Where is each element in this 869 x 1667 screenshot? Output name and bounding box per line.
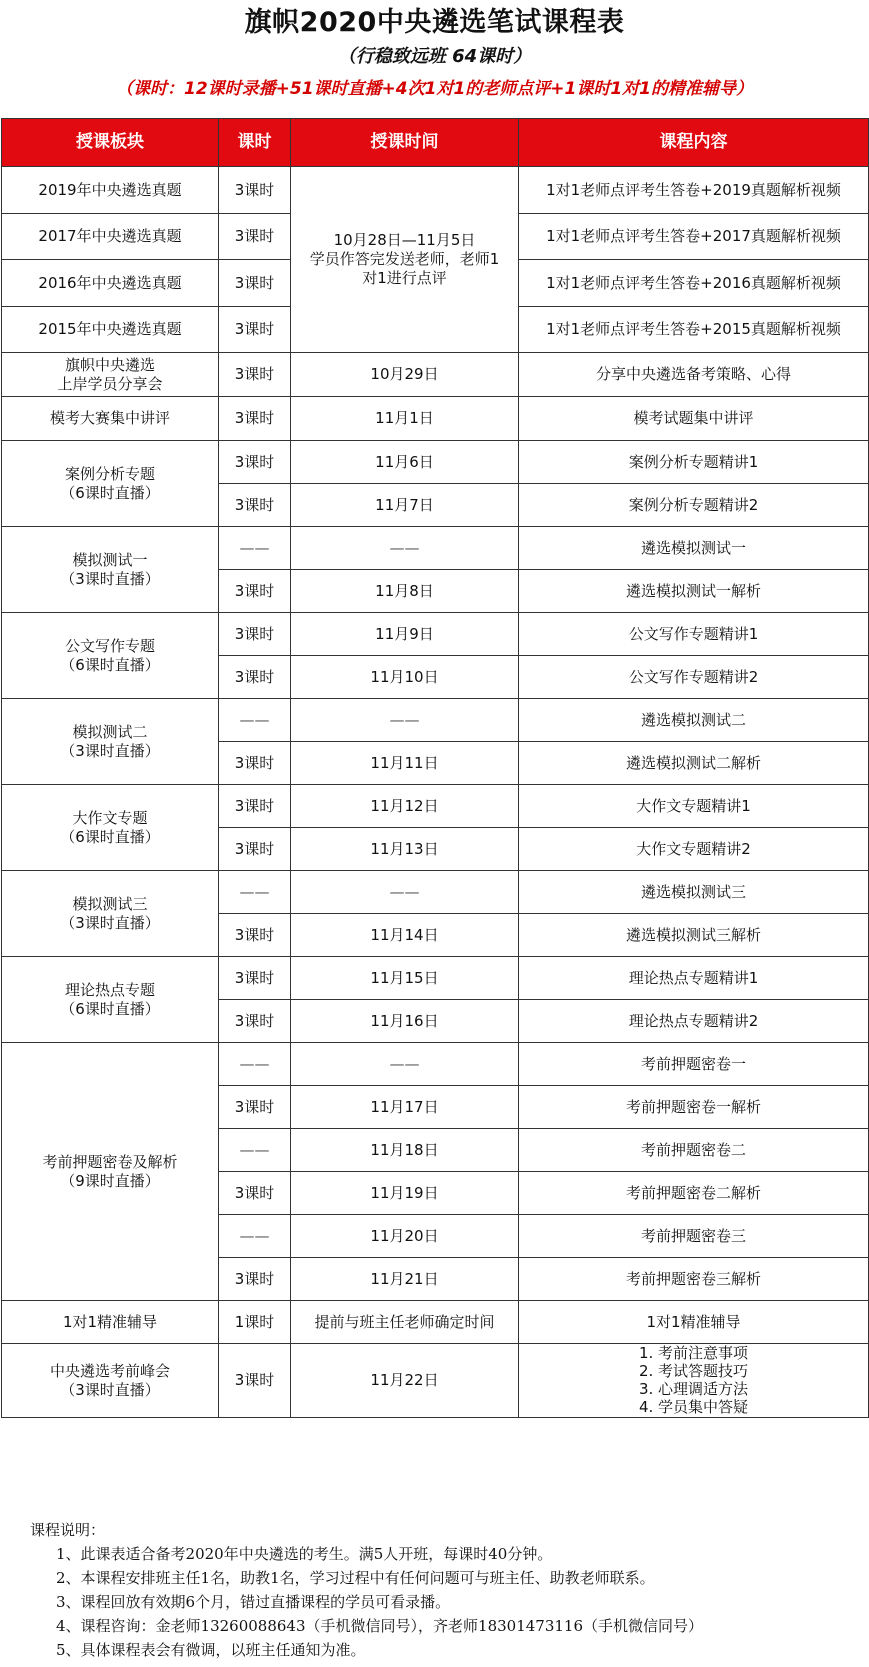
time-cell: 11月18日 xyxy=(291,1129,519,1172)
hours-cell: 3课时 xyxy=(219,307,291,353)
module-cell: 旗帜中央遴选 上岸学员分享会 xyxy=(2,353,219,397)
time-cell: —— xyxy=(291,699,519,742)
time-cell: 11月20日 xyxy=(291,1215,519,1258)
hours-cell: 3课时 xyxy=(219,957,291,1000)
time-cell: 11月13日 xyxy=(291,828,519,871)
module-cell: 考前押题密卷及解析 （9课时直播） xyxy=(2,1043,219,1301)
module-cell: 模拟测试一 （3课时直播） xyxy=(2,527,219,613)
content-cell: 理论热点专题精讲2 xyxy=(519,1000,869,1043)
content-cell: 公文写作专题精讲2 xyxy=(519,656,869,699)
content-cell: 遴选模拟测试三 xyxy=(519,871,869,914)
content-cell: 遴选模拟测试二解析 xyxy=(519,742,869,785)
table-row xyxy=(2,527,869,570)
module-cell: 案例分析专题 （6课时直播） xyxy=(2,441,219,527)
content-cell: 考前押题密卷三解析 xyxy=(519,1258,869,1301)
module-cell: 理论热点专题 （6课时直播） xyxy=(2,957,219,1043)
table-row xyxy=(2,957,869,1000)
hours-cell: 3课时 xyxy=(219,1344,291,1418)
module-cell: 中央遴选考前峰会 （3课时直播） xyxy=(2,1344,219,1418)
table-row xyxy=(2,1344,869,1418)
hours-cell: —— xyxy=(219,699,291,742)
content-cell: 公文写作专题精讲1 xyxy=(519,613,869,656)
content-cell: 考前押题密卷二解析 xyxy=(519,1172,869,1215)
content-cell: 1对1老师点评考生答卷+2019真题解析视频 xyxy=(519,167,869,214)
table-row xyxy=(2,613,869,656)
time-cell: 11月19日 xyxy=(291,1172,519,1215)
time-cell: 10月28日—11月5日 学员作答完发送老师，老师1 对1进行点评 xyxy=(291,167,519,353)
hours-cell: 3课时 xyxy=(219,1086,291,1129)
module-cell: 2019年中央遴选真题 xyxy=(2,167,219,214)
table-row xyxy=(2,441,869,484)
hours-cell: —— xyxy=(219,1043,291,1086)
time-cell: 11月16日 xyxy=(291,1000,519,1043)
hours-cell: —— xyxy=(219,871,291,914)
hours-cell: 3课时 xyxy=(219,484,291,527)
hours-cell: 3课时 xyxy=(219,397,291,441)
module-cell: 大作文专题 （6课时直播） xyxy=(2,785,219,871)
hours-cell: —— xyxy=(219,527,291,570)
time-cell: 11月22日 xyxy=(291,1344,519,1418)
content-cell: 考前押题密卷二 xyxy=(519,1129,869,1172)
content-cell: 考前押题密卷一 xyxy=(519,1043,869,1086)
content-cell: 遴选模拟测试二 xyxy=(519,699,869,742)
time-cell: 11月21日 xyxy=(291,1258,519,1301)
time-cell: 11月8日 xyxy=(291,570,519,613)
module-cell: 模拟测试二 （3课时直播） xyxy=(2,699,219,785)
time-cell: 11月7日 xyxy=(291,484,519,527)
hours-cell: 3课时 xyxy=(219,1172,291,1215)
time-cell: 提前与班主任老师确定时间 xyxy=(291,1301,519,1344)
content-cell: 遴选模拟测试一解析 xyxy=(519,570,869,613)
table-row xyxy=(2,397,869,441)
module-cell: 模拟测试三 （3课时直播） xyxy=(2,871,219,957)
time-cell: 11月11日 xyxy=(291,742,519,785)
table-row xyxy=(2,1043,869,1086)
content-cell: 考前押题密卷三 xyxy=(519,1215,869,1258)
note-item: 5、具体课程表会有微调，以班主任通知为准。 xyxy=(56,1641,366,1659)
note-item: 2、本课程安排班主任1名，助教1名，学习过程中有任何问题可与班主任、助教老师联系。 xyxy=(56,1569,655,1587)
page-title: 旗帜2020中央遴选笔试课程表 xyxy=(244,7,625,38)
content-cell: 大作文专题精讲1 xyxy=(519,785,869,828)
table-row xyxy=(2,353,869,397)
module-cell: 2016年中央遴选真题 xyxy=(2,260,219,307)
course-schedule-table xyxy=(1,118,869,1418)
hours-cell: 1课时 xyxy=(219,1301,291,1344)
hours-cell: 3课时 xyxy=(219,785,291,828)
hours-cell: 3课时 xyxy=(219,1258,291,1301)
module-cell: 模考大赛集中讲评 xyxy=(2,397,219,441)
time-cell: 11月9日 xyxy=(291,613,519,656)
hours-cell: —— xyxy=(219,1129,291,1172)
notes-heading: 课程说明： xyxy=(30,1521,106,1539)
content-cell: 1对1老师点评考生答卷+2017真题解析视频 xyxy=(519,214,869,260)
time-cell: —— xyxy=(291,871,519,914)
content-cell: 案例分析专题精讲1 xyxy=(519,441,869,484)
content-cell: 模考试题集中讲评 xyxy=(519,397,869,441)
content-cell: 1对1老师点评考生答卷+2015真题解析视频 xyxy=(519,307,869,353)
note-item: 1、此课表适合备考2020年中央遴选的考生。满5人开班，每课时40分钟。 xyxy=(56,1545,553,1563)
header xyxy=(0,0,869,118)
table-row xyxy=(2,785,869,828)
content-list: 1. 考前注意事项 2. 考试答题技巧 3. 心理调适方法 4. 学员集中答疑 xyxy=(638,1344,749,1416)
hours-summary: （课时：12课时录播+51课时直播+4次1对1的老师点评+1课时1对1的精准辅导） xyxy=(115,79,754,99)
table-row xyxy=(2,699,869,742)
time-cell: 10月29日 xyxy=(291,353,519,397)
class-subtitle: （行稳致远班 64课时） xyxy=(337,46,532,67)
hours-cell: 3课时 xyxy=(219,914,291,957)
module-cell: 2015年中央遴选真题 xyxy=(2,307,219,353)
hours-cell: 3课时 xyxy=(219,828,291,871)
table-row xyxy=(2,1301,869,1344)
note-item: 4、课程咨询：金老师13260088643（手机微信同号），齐老师18301473116（手机微信同号） xyxy=(56,1617,704,1635)
module-cell: 1对1精准辅导 xyxy=(2,1301,219,1344)
time-cell: —— xyxy=(291,527,519,570)
content-cell: 案例分析专题精讲2 xyxy=(519,484,869,527)
content-cell xyxy=(519,1344,869,1418)
hours-cell: 3课时 xyxy=(219,353,291,397)
column-header-hours: 课时 xyxy=(219,119,291,167)
hours-cell: 3课时 xyxy=(219,1000,291,1043)
hours-cell: 3课时 xyxy=(219,656,291,699)
column-header-time: 授课时间 xyxy=(291,119,519,167)
note-item: 3、课程回放有效期6个月，错过直播课程的学员可看录播。 xyxy=(56,1593,451,1611)
hours-cell: 3课时 xyxy=(219,260,291,307)
hours-cell: —— xyxy=(219,1215,291,1258)
time-cell: 11月12日 xyxy=(291,785,519,828)
content-cell: 1对1精准辅导 xyxy=(519,1301,869,1344)
column-header-module: 授课板块 xyxy=(2,119,219,167)
hours-cell: 3课时 xyxy=(219,441,291,484)
time-cell: —— xyxy=(291,1043,519,1086)
table-row xyxy=(2,167,869,214)
hours-cell: 3课时 xyxy=(219,742,291,785)
table-body xyxy=(2,167,869,1418)
hours-cell: 3课时 xyxy=(219,214,291,260)
time-cell: 11月6日 xyxy=(291,441,519,484)
content-cell: 遴选模拟测试一 xyxy=(519,527,869,570)
column-header-content: 课程内容 xyxy=(519,119,869,167)
content-cell: 理论热点专题精讲1 xyxy=(519,957,869,1000)
hours-cell: 3课时 xyxy=(219,167,291,214)
content-cell: 考前押题密卷一解析 xyxy=(519,1086,869,1129)
time-cell: 11月17日 xyxy=(291,1086,519,1129)
content-cell: 1对1老师点评考生答卷+2016真题解析视频 xyxy=(519,260,869,307)
time-cell: 11月15日 xyxy=(291,957,519,1000)
content-cell: 分享中央遴选备考策略、心得 xyxy=(519,353,869,397)
table-row xyxy=(2,871,869,914)
course-notes xyxy=(10,1518,865,1662)
module-cell: 公文写作专题 （6课时直播） xyxy=(2,613,219,699)
content-cell: 大作文专题精讲2 xyxy=(519,828,869,871)
module-cell: 2017年中央遴选真题 xyxy=(2,214,219,260)
hours-cell: 3课时 xyxy=(219,613,291,656)
table-header-row xyxy=(2,119,869,167)
time-cell: 11月10日 xyxy=(291,656,519,699)
hours-cell: 3课时 xyxy=(219,570,291,613)
time-cell: 11月14日 xyxy=(291,914,519,957)
time-cell: 11月1日 xyxy=(291,397,519,441)
content-cell: 遴选模拟测试三解析 xyxy=(519,914,869,957)
